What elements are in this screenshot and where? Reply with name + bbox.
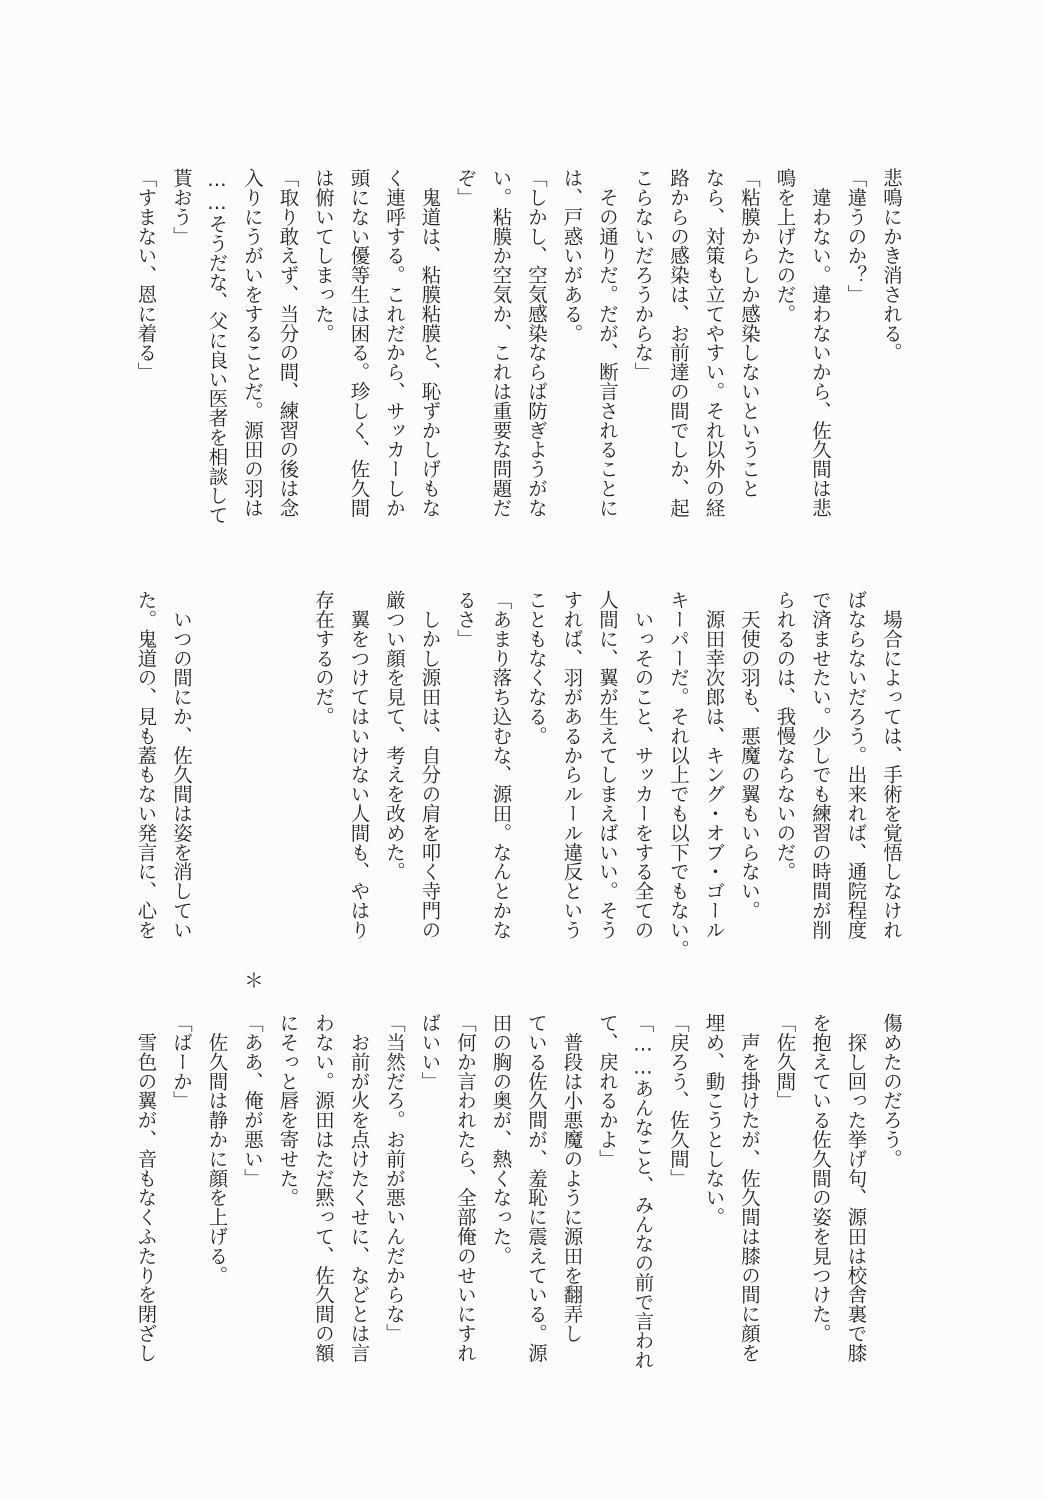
text-line: ばならないだろう。出来れば、通院程度	[844, 590, 868, 940]
text-line: ぞ」	[454, 168, 477, 207]
text-line: 頭にない優等生は困る。珍しく、佐久間	[347, 168, 371, 518]
section-break-asterisk: ＊	[241, 970, 264, 990]
text-line: 鬼道は、粘膜粘膜と、恥ずかしげもな	[418, 168, 442, 518]
text-line: 「何か言われたら、全部俺のせいにすれ	[454, 1013, 477, 1363]
text-line: い。粘膜か空気か、これは重要な問題だ	[489, 168, 513, 518]
text-line: ている佐久間が、羞恥に震えている。源	[525, 1013, 548, 1363]
text-line: キーパーだ。それ以上でも以下でもない。	[667, 590, 690, 959]
text-line: その通りだ。だが、断言されることに	[596, 168, 619, 518]
text-line: 「……あんなこと、みんなの前で言われ	[631, 1013, 655, 1370]
text-line: 「すまない、恩に着る」	[134, 168, 158, 382]
text-line: こともなくなる。	[525, 590, 548, 746]
text-line: 貰おう」	[170, 168, 193, 246]
text-line: 「取り敢えず、当分の間、練習の後は念	[276, 168, 300, 518]
text-line: 存在するのだ。	[312, 590, 335, 726]
text-line: 「戻ろう、佐久間」	[667, 1013, 690, 1188]
text-line: 違わない。違わないから、佐久間は悲	[809, 168, 832, 518]
text-line: 翼をつけてはいけない人間も、やはり	[347, 590, 371, 940]
text-line: ……そうだな、父に良い医者を相談して	[205, 168, 229, 525]
text-line: 悲鳴にかき消される。	[880, 168, 903, 362]
text-line: 田の胸の奥が、熱くなった。	[489, 1013, 513, 1266]
text-line: 「しかし、空気感染ならば防ぎようがな	[525, 168, 548, 518]
text-line: すれば、羽があるからルール違反という	[560, 590, 584, 940]
text-line: 路からの感染は、お前達の間でしか、起	[667, 168, 690, 518]
text-line: 探し回った挙げ句、源田は校舎裏で膝	[844, 1013, 868, 1363]
blank-line	[206, 590, 228, 950]
text-line: いっそのこと、サッカーをする全ての	[631, 590, 655, 940]
text-line: 鳴を上げたのだ。	[773, 168, 797, 324]
text-line: 入りにうがいをすることだ。源田の羽は	[241, 168, 264, 518]
text-line: 傷めたのだろう。	[880, 1013, 903, 1169]
text-line: わない。源田はただ黙って、佐久間の額	[312, 1013, 335, 1363]
text-line: て、戻れるかよ」	[596, 1013, 619, 1169]
text-line: 「ああ、俺が悪い」	[241, 1013, 264, 1188]
text-line: 厳つい顔を見て、考えを改めた。	[383, 590, 406, 881]
text-line: いつの間にか、佐久間は姿を消してい	[170, 590, 193, 940]
text-line: ばいい」	[418, 1013, 442, 1091]
text-line: 天使の羽も、悪魔の翼もいらない。	[738, 590, 761, 920]
text-line: た。鬼道の、見も蓋もない発言に、心を	[134, 590, 158, 940]
text-line: は俯いてしまった。	[312, 168, 335, 343]
text-line: るさ」	[454, 590, 477, 649]
text-line: 「粘膜からしか感染しないということ	[738, 168, 761, 498]
text-line: く連呼する。これだから、サッカーしか	[383, 168, 406, 518]
text-line: 佐久間は静かに顔を上げる。	[205, 1013, 229, 1285]
text-line: こらないだろうからな」	[631, 168, 655, 382]
text-line: は、戸惑いがある。	[560, 168, 584, 343]
text-line: 場合によっては、手術を覚悟しなけれ	[880, 590, 903, 940]
text-line: 人間に、翼が生えてしまえばいい。そう	[596, 590, 619, 940]
text-line: 「あまり落ち込むな、源田。なんとかな	[489, 590, 513, 940]
text-line: お前が火を点けたくせに、などとは言	[347, 1013, 371, 1363]
text-line: 声を掛けたが、佐久間は膝の間に顔を	[738, 1013, 761, 1363]
text-line: で済ませたい。少しでも練習の時間が削	[809, 590, 832, 940]
text-line: 「当然だろ。お前が悪いんだからな」	[383, 1013, 406, 1343]
text-line: 源田幸次郎は、キング・オブ・ゴール	[702, 590, 726, 940]
blank-line	[277, 590, 299, 950]
text-line: 普段は小悪魔のように源田を翻弄し	[560, 1013, 584, 1343]
text-line: なら、対策も立てやすい。それ以外の経	[702, 168, 726, 518]
text-line: られるのは、我慢ならないのだ。	[773, 590, 797, 881]
text-line: しかし源田は、自分の肩を叩く寺門の	[418, 590, 442, 940]
text-line: を抱えている佐久間の姿を見つけた。	[809, 1013, 832, 1343]
text-line: にそっと唇を寄せた。	[276, 1013, 300, 1207]
text-line: 埋め、動こうとしない。	[702, 1013, 726, 1227]
text-line: 「佐久間」	[773, 1013, 797, 1110]
text-line: 「ばーか」	[170, 1013, 193, 1110]
text-line: 雪色の翼が、音もなくふたりを閉ざし	[134, 1013, 158, 1363]
text-line: 「違うのか？」	[844, 168, 868, 304]
